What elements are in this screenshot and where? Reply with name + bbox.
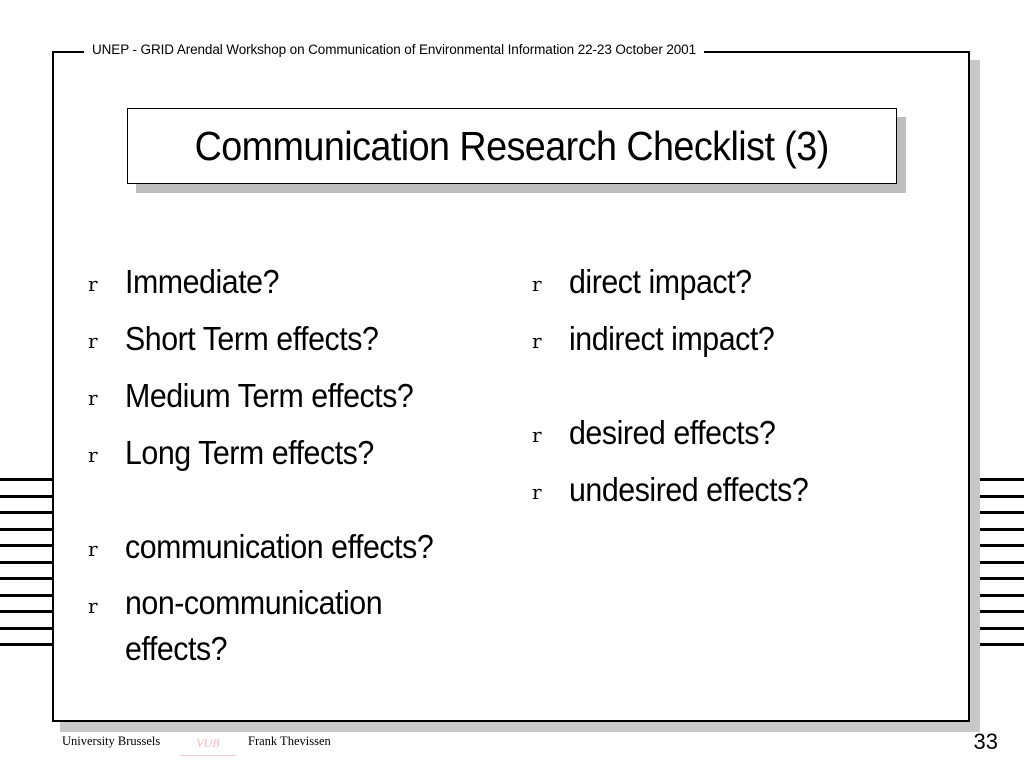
slide-header: UNEP - GRID Arendal Workshop on Communication of Environmental Information 22-23 October 2001 xyxy=(84,42,704,57)
bullet-marker: r xyxy=(88,594,98,618)
title-box xyxy=(127,108,897,184)
list-item: r communication effects? xyxy=(88,523,488,570)
list-item: r Short Term effects? xyxy=(88,315,488,362)
bullet-marker: r xyxy=(88,537,98,561)
bullet-marker: r xyxy=(532,272,542,296)
bullet-marker: r xyxy=(532,423,542,447)
bullet-marker: r xyxy=(88,272,98,296)
list-item: r undesired effects? xyxy=(532,466,952,513)
list-item: r indirect impact? xyxy=(532,315,952,362)
left-decorative-stripes xyxy=(0,478,52,654)
bullet-marker: r xyxy=(88,386,98,410)
list-item: r direct impact? xyxy=(532,258,952,305)
university-logo: VUB xyxy=(180,733,236,756)
left-bullet-list xyxy=(88,258,488,682)
slide-title: Communication Research Checklist (3) xyxy=(194,122,830,169)
list-item: r Long Term effects? xyxy=(88,429,488,476)
list-item: r desired effects? xyxy=(532,409,952,456)
bullet-marker: r xyxy=(532,329,542,353)
footer-institution: University Brussels xyxy=(62,734,161,748)
bullet-marker: r xyxy=(88,329,98,353)
list-item: r Immediate? xyxy=(88,258,488,305)
right-bullet-list xyxy=(532,258,952,523)
list-item: r Medium Term effects? xyxy=(88,372,488,419)
bullet-marker: r xyxy=(532,480,542,504)
list-item: r non-communication effects? xyxy=(88,584,383,667)
bullet-marker: r xyxy=(88,443,98,467)
footer-author: Frank Thevissen xyxy=(248,734,331,748)
page-number: 33 xyxy=(973,729,998,754)
